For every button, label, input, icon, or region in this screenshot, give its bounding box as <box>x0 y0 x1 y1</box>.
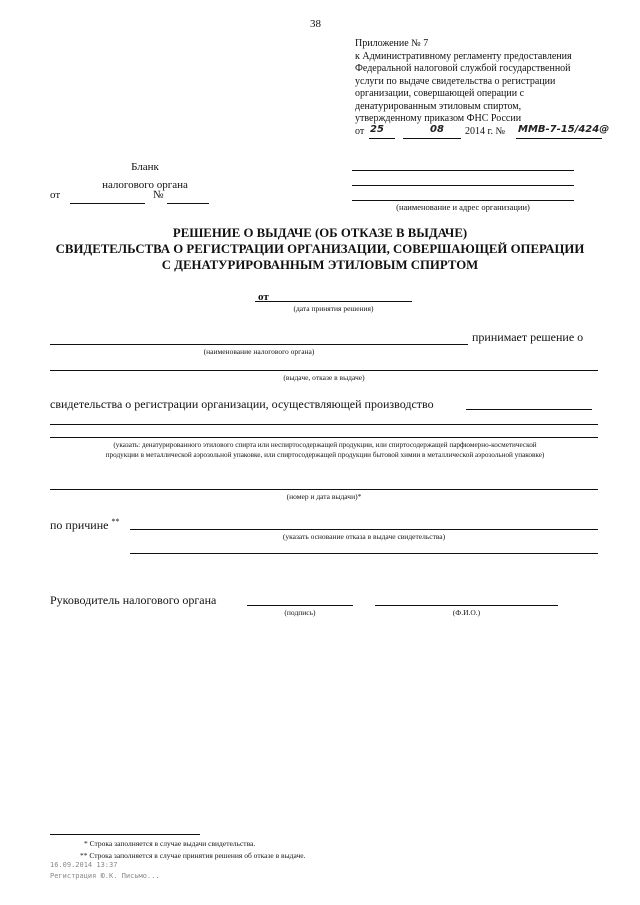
blank-number-label: № <box>153 189 164 201</box>
appendix-line: утвержденному приказом ФНС России <box>355 113 522 124</box>
product-caption <box>40 440 610 460</box>
appendix-day: 25 <box>370 123 384 135</box>
head-label: Руководитель налогового органа <box>50 593 217 607</box>
footnote-1: * Строка заполняется в случае выдачи свидетельства. <box>84 839 256 848</box>
footnote-divider <box>50 834 200 835</box>
reason-mark: ** <box>111 517 120 526</box>
production-line-2[interactable] <box>50 424 598 425</box>
signature-caption: (подпись) <box>284 608 316 617</box>
appendix-line: к Административному регламенту предоставления <box>355 50 572 62</box>
certificate-text: свидетельства о регистрации организации, осуществляющей производство <box>50 397 434 411</box>
reason-text: по причине <box>50 518 109 532</box>
document-title <box>20 225 620 273</box>
issue-line[interactable] <box>50 370 598 371</box>
reason-caption: (указать основание отказа в выдаче свидетельства) <box>282 532 446 541</box>
appendix-month: 08 <box>430 123 444 135</box>
org-caption: (наименование и адрес организации) <box>396 202 530 212</box>
blank-line1: Бланк <box>131 161 159 173</box>
page-number: 38 <box>310 18 321 30</box>
registry-stamp-1: 16.09.2014 13:37 <box>50 861 118 869</box>
issue-caption: (выдаче, отказе в выдаче) <box>283 373 365 382</box>
reason-label <box>50 517 119 533</box>
footnote-2: ** Строка заполняется в случае принятия решения об отказе в выдаче. <box>80 851 306 860</box>
blank-number-line[interactable] <box>167 203 209 204</box>
appendix-order-number: ММВ-7-15/424@ <box>518 123 610 135</box>
blank-label <box>60 158 230 194</box>
blank-line2: налогового органа <box>102 179 188 191</box>
decision-date-line[interactable] <box>255 301 412 302</box>
org-line-2[interactable] <box>352 185 574 186</box>
decision-date-label: от <box>258 291 269 303</box>
product-caption-1: (указать: денатурированного этилового спирта или неспиртосодержащей продукции, или спиртосодержащей парфюмерно-косметической <box>113 441 537 449</box>
appendix-title: Приложение № 7 <box>355 38 429 49</box>
blank-from-label: от <box>50 189 61 201</box>
appendix-year: 2014 г. № <box>465 125 506 137</box>
number-date-line[interactable] <box>50 489 598 490</box>
appendix-line: услуги по выдаче свидетельства о регистрации <box>355 75 556 87</box>
appendix-date-row <box>355 123 615 140</box>
title-line2: СВИДЕТЕЛЬСТВА О РЕГИСТРАЦИИ ОРГАНИЗАЦИИ, СОВЕРШАЮЩЕЙ ОПЕРАЦИИ <box>55 242 585 256</box>
reason-line-1[interactable] <box>130 529 598 530</box>
reason-line-2[interactable] <box>130 553 598 554</box>
blank-date-line[interactable] <box>70 203 145 204</box>
signature-line[interactable] <box>247 605 353 606</box>
title-line3: С ДЕНАТУРИРОВАННЫМ ЭТИЛОВЫМ СПИРТОМ <box>161 258 479 272</box>
name-caption: (Ф.И.О.) <box>452 608 481 617</box>
appendix-line: организации, совершающей операции с <box>355 88 525 99</box>
registry-stamp-2: Регистрация Ю.К. Письмо... <box>50 872 160 880</box>
production-line-3[interactable] <box>50 437 598 438</box>
accepts-text: принимает решение о <box>472 330 584 344</box>
appendix-block <box>355 38 615 140</box>
decision-date-caption: (дата принятия решения) <box>293 304 374 313</box>
title-line1: РЕШЕНИЕ О ВЫДАЧЕ (ОБ ОТКАЗЕ В ВЫДАЧЕ) <box>172 226 468 240</box>
number-date-caption: (номер и дата выдачи)* <box>286 492 362 501</box>
name-line[interactable] <box>375 605 558 606</box>
org-line-3[interactable] <box>352 200 574 201</box>
appendix-line: Федеральной налоговой службой государственной <box>355 63 571 74</box>
tax-authority-line[interactable] <box>50 344 468 345</box>
appendix-line: денатурированным этиловым спиртом, <box>355 100 522 112</box>
production-line-1[interactable] <box>466 409 592 410</box>
org-line-1[interactable] <box>352 170 574 171</box>
product-caption-2: продукции в металлической аэрозольной упаковке, или спиртосодержащей продукции бытовой химии в металлической аэрозольной упаковке) <box>105 451 545 459</box>
appendix-from-label: от <box>355 125 365 137</box>
tax-authority-caption: (наименование налогового органа) <box>203 347 315 356</box>
